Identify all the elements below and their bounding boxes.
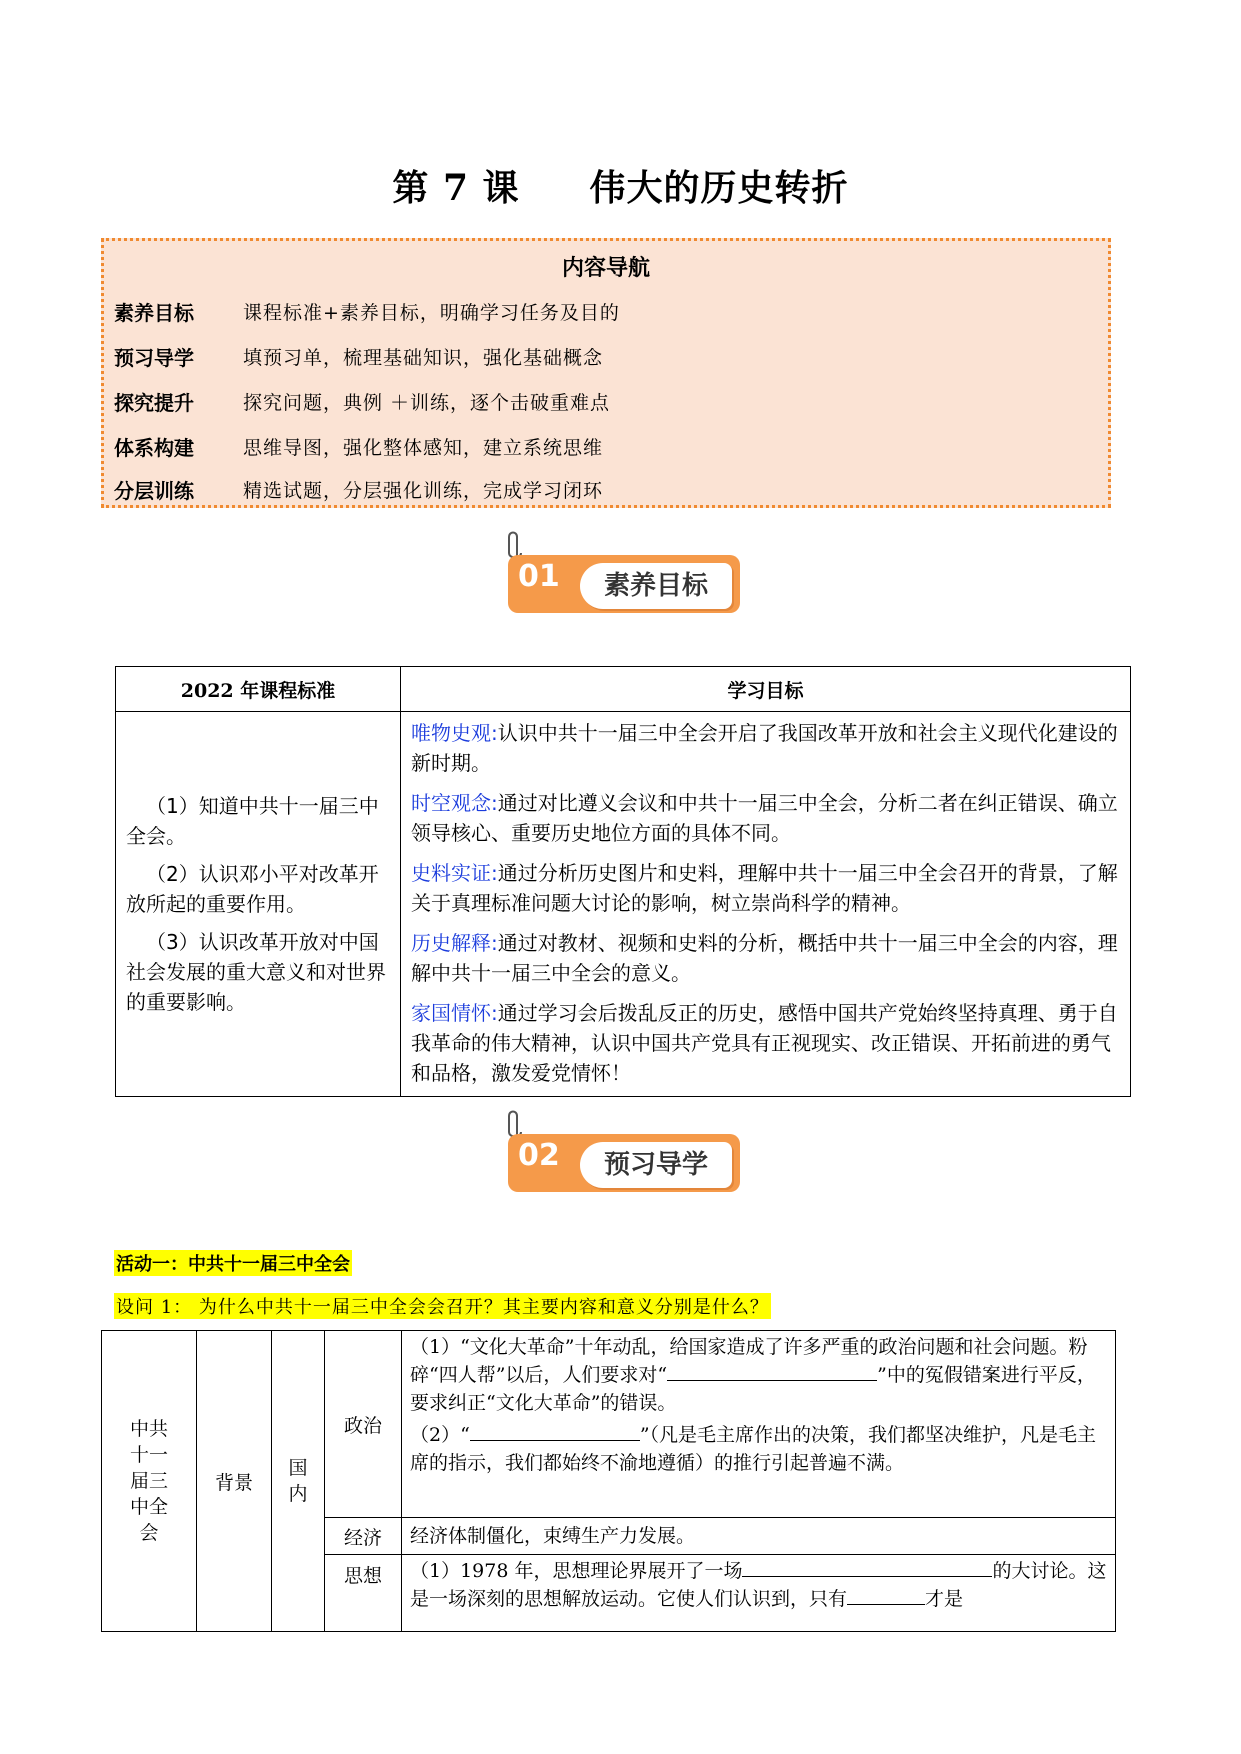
activity-title: 活动一：中共十一届三中全会 — [114, 1250, 352, 1276]
background-cell — [197, 1331, 272, 1632]
economy-label: 经济 — [343, 1526, 382, 1549]
thought-p1-end: 才是 — [925, 1588, 964, 1611]
thought-label: 思想 — [343, 1565, 382, 1588]
background-table — [101, 1330, 1116, 1632]
objective-key: 历史解释: — [411, 931, 498, 955]
fill-blank[interactable] — [470, 1422, 640, 1441]
nav-desc: 课程标准+素养目标，明确学习任务及目的 — [243, 301, 620, 324]
nav-label: 体系构建 — [114, 435, 194, 460]
politics-p2-start: （2）“ — [410, 1424, 470, 1446]
nav-label: 分层训练 — [114, 478, 194, 503]
col-header-objectives: 学习目标 — [401, 667, 1131, 712]
nav-desc: 填预习单，梳理基础知识，强化基础概念 — [243, 346, 604, 369]
politics-cell — [325, 1331, 402, 1518]
standards-cell — [116, 712, 401, 1097]
badge-label: 素养目标 — [603, 571, 708, 601]
question-1: 设问 1： 为什么中共十一届三中全会会召开？其主要内容和意义分别是什么？ — [114, 1293, 771, 1319]
nav-desc: 思维导图，强化整体感知，建立系统思维 — [243, 436, 604, 459]
nav-row — [114, 469, 603, 509]
meeting-cell — [102, 1331, 197, 1632]
objective-text: 通过对教材、视频和史料的分析，概括中共十一届三中全会的内容，理解中共十一届三中全会的意义。 — [411, 931, 1118, 985]
badge-number: 02 — [518, 1138, 560, 1173]
badge-label-panel — [580, 1142, 732, 1188]
nav-row — [114, 426, 603, 466]
nav-row — [114, 291, 620, 331]
fill-blank[interactable] — [742, 1558, 992, 1577]
nav-label: 预习导学 — [114, 345, 194, 370]
politics-p1-end: ”中的冤假错案进行平反，要求纠正“文化大革命”的错误。 — [410, 1364, 1096, 1414]
nav-row — [114, 381, 610, 421]
content-navigation-box — [101, 238, 1111, 508]
section-badge-preview-guide — [508, 1124, 740, 1196]
objective-text: 通过分析历史图片和史料，理解中共十一届三中全会召开的背景，了解关于真理标准问题大讨论的影响，树立崇尚科学的精神。 — [411, 861, 1118, 915]
badge-number: 01 — [518, 559, 560, 594]
meeting-label: 中共十一届三中全会 — [129, 1418, 168, 1544]
objective-key: 时空观念: — [411, 791, 498, 815]
domestic-cell — [272, 1331, 325, 1632]
objective-text: 通过学习会后拨乱反正的历史，感悟中国共产党始终坚持真理、勇于自我革命的伟大精神，认识中国共产党具有正视现实、改正错误、开拓前进的勇气和品格，激发爱党情怀！ — [411, 1001, 1118, 1085]
objective-key: 唯物史观: — [411, 721, 498, 745]
nav-label: 素养目标 — [114, 300, 194, 325]
objective-text: 认识中共十一届三中全会开启了我国改革开放和社会主义现代化建设的新时期。 — [411, 721, 1118, 775]
background-label: 背景 — [214, 1471, 253, 1494]
politics-p1-start: （1）“文化大革命”十年动乱，给国家造成了许多严重的政治问题和社会问题。粉碎“四人帮”以后，人们要求对“ — [410, 1336, 1088, 1386]
objective-item — [411, 858, 1120, 918]
objective-text: 通过对比遵义会议和中共十一届三中全会，分析二者在纠正错误、确立领导核心、重要历史地位方面的具体不同。 — [411, 791, 1118, 845]
objective-item — [411, 928, 1120, 988]
objective-item — [411, 718, 1120, 778]
page-title — [0, 160, 1241, 211]
col-header-standard: 2022 年课程标准 — [116, 667, 401, 712]
economy-cell — [325, 1518, 402, 1555]
objective-key: 家国情怀: — [411, 1001, 498, 1025]
objective-key: 史料实证: — [411, 861, 498, 885]
nav-row — [114, 336, 603, 376]
goals-table — [115, 666, 1131, 1097]
standard-item: （3）认识改革开放对中国社会发展的重大意义和对世界的重要影响。 — [126, 930, 386, 1014]
nav-heading: 内容导航 — [561, 256, 650, 281]
nav-desc: 精选试题，分层强化训练，完成学习闭环 — [243, 479, 604, 502]
politics-paragraph-1 — [410, 1333, 1107, 1417]
standard-item: （2）认识邓小平对改革开放所起的重要作用。 — [126, 862, 379, 916]
thought-cell — [325, 1555, 402, 1632]
standard-item: （1）知道中共十一届三中全会。 — [126, 794, 379, 848]
objectives-cell — [401, 712, 1131, 1097]
thought-p1-start: （1）1978 年，思想理论界展开了一场 — [410, 1560, 743, 1583]
lesson-name: 伟大的历史转折 — [589, 167, 849, 209]
lesson-number: 第 7 课 — [392, 167, 520, 209]
politics-label: 政治 — [343, 1414, 382, 1437]
fill-blank[interactable] — [847, 1586, 925, 1605]
politics-paragraph-2 — [410, 1421, 1107, 1477]
thought-p1-mid: 的大讨论。这是一场深刻的思想解放运动。它使人们认识到，只有 — [410, 1560, 1107, 1611]
section-badge-literacy-goals — [508, 545, 740, 617]
nav-desc: 探究问题，典例 ＋训练，逐个击破重难点 — [243, 391, 611, 414]
fill-blank[interactable] — [667, 1362, 877, 1381]
objective-item — [411, 998, 1120, 1088]
economy-text: 经济体制僵化，束缚生产力发展。 — [402, 1518, 1116, 1555]
nav-label: 探究提升 — [114, 390, 194, 415]
thought-text-cell — [402, 1555, 1116, 1632]
objective-item — [411, 788, 1120, 848]
badge-label: 预习导学 — [603, 1150, 708, 1180]
badge-label-panel — [580, 563, 732, 609]
politics-p2-end: ”（凡是毛主席作出的决策，我们都坚决维护，凡是毛主席的指示，我们都始终不渝地遵循）的推行引起普遍不满。 — [410, 1424, 1097, 1474]
domestic-label: 国内 — [288, 1457, 308, 1505]
politics-text-cell — [402, 1331, 1116, 1518]
